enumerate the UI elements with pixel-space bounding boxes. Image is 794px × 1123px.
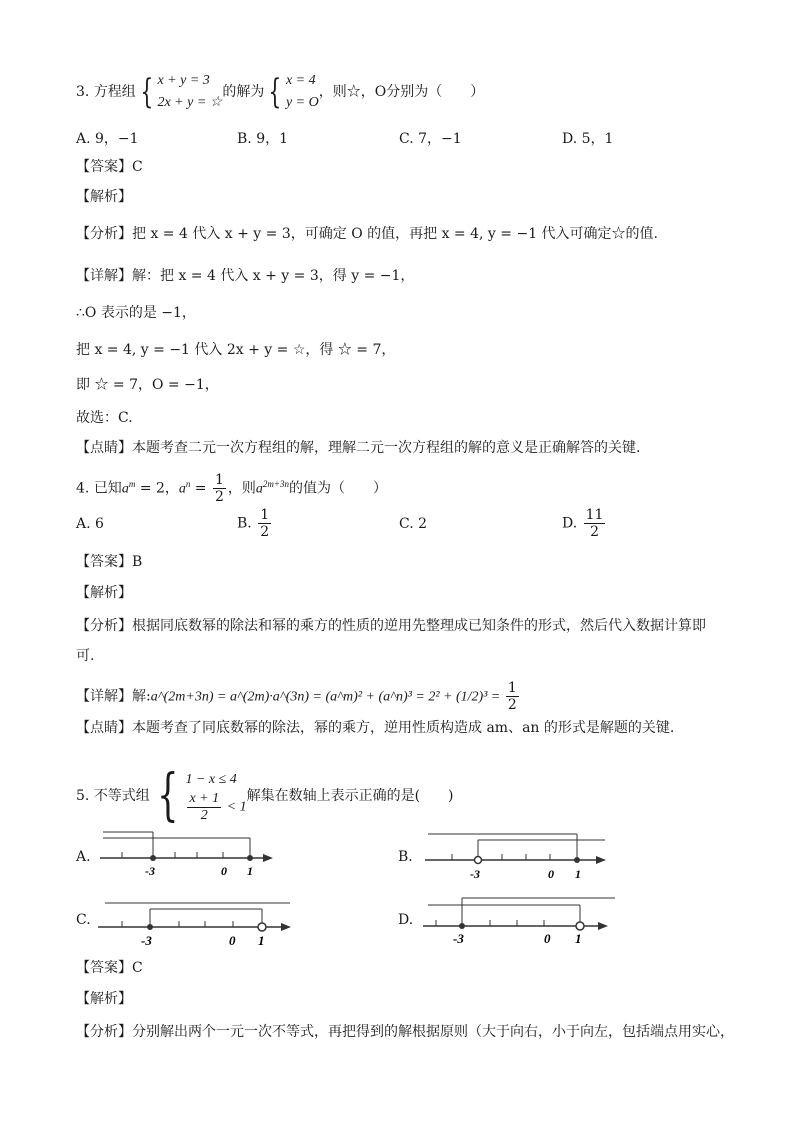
brace-icon: {	[140, 72, 154, 112]
q3-fenxi	[76, 224, 658, 244]
tick-label-0: 0	[544, 931, 551, 946]
q3-text-pre: 方程组	[93, 84, 136, 100]
q3-dianjing	[76, 438, 640, 458]
q4-text-pre: 已知	[93, 480, 122, 497]
q3-option-c[interactable]: C. 7，−1	[399, 131, 462, 147]
q4-exp: n	[185, 478, 191, 489]
q4-fraction	[213, 472, 226, 505]
q3-jiexi: 【解析】	[76, 189, 132, 205]
answer-label: 【答案】	[76, 159, 132, 175]
option-label: D.	[562, 515, 582, 532]
q4-text-post: 的值为（ ）	[289, 480, 387, 497]
dianjing-label: 【点睛】	[76, 440, 132, 456]
detail-label: 【详解】	[76, 688, 132, 705]
fenxi-text: 把 x = 4 代入 x + y = 3，可确定 O 的值，再把 x = 4, y = −1 代入可确定☆的值.	[132, 226, 658, 242]
q5-ineq2-fraction	[187, 791, 221, 824]
fenxi-label: 【分析】	[76, 1024, 132, 1040]
answer-label: 【答案】	[76, 554, 132, 570]
q5-stem	[76, 763, 454, 828]
question-number: 4.	[76, 480, 90, 497]
q3-text-mid: 的解为	[222, 84, 265, 100]
q3-option-d[interactable]: D. 5，1	[562, 131, 614, 147]
q5-option-d-number-line[interactable]	[420, 888, 620, 948]
frac-den: 2	[507, 697, 517, 713]
q4-base: a	[121, 481, 129, 497]
q5-option-c-number-line[interactable]	[95, 893, 300, 950]
q3-detail-4: 即 ☆ = 7，O = −1，	[76, 377, 219, 393]
q3-option-b[interactable]: B. 9，1	[237, 131, 289, 147]
tick-label-0: 0	[221, 864, 227, 878]
q5-system	[185, 769, 246, 824]
q4-stem	[76, 472, 387, 505]
q5-ineq1: 1 − x ≤ 4	[185, 771, 237, 787]
q4-fenxi-2: 可.	[76, 648, 95, 664]
q4-optb-fraction	[258, 507, 271, 540]
frac-num: 1	[507, 680, 517, 696]
q5-option-b-label[interactable]: B.	[398, 849, 413, 865]
answer-value: C	[132, 960, 143, 976]
tick-label-1: 1	[575, 931, 582, 946]
dianjing-text: 本题考查了同底数幂的除法，幂的乘方，逆用性质构造成 am、an 的形式是解题的关键.	[132, 720, 675, 736]
tick-label-neg3: -3	[141, 933, 152, 948]
q4-text-mid: ，则	[227, 480, 256, 497]
q4-detail	[76, 680, 521, 713]
q5-ineq2-rest: < 1	[223, 799, 247, 815]
frac-num: 1	[260, 507, 270, 523]
fenxi-label: 【分析】	[76, 226, 132, 242]
q5-text-post: 解集在数轴上表示正确的是( )	[246, 788, 454, 804]
q5-option-c-label[interactable]: C.	[76, 912, 91, 928]
q5-text-pre: 不等式组	[93, 788, 150, 804]
q4-base: a	[255, 481, 263, 497]
answer-value: C	[132, 159, 143, 175]
tick-label-0: 0	[229, 933, 236, 948]
q4-eq: =	[190, 480, 211, 497]
q4-exp: m	[128, 478, 136, 489]
q5-answer	[76, 958, 143, 978]
q4-fenxi-1	[76, 616, 706, 636]
q3-solution	[286, 70, 319, 114]
q4-jiexi: 【解析】	[76, 585, 132, 601]
fenxi-text: 分别解出两个一元一次不等式，再把得到的解根据原则（大于向右，小于向左，包括端点用实心，	[132, 1024, 734, 1040]
tick-label-1: 1	[247, 864, 253, 878]
frac-den: 2	[215, 489, 224, 505]
q3-eq2: 2x + y = ☆	[157, 95, 223, 110]
dianjing-label: 【点睛】	[76, 720, 132, 736]
detail-label: 【详解】	[76, 268, 132, 284]
detail-result-fraction	[506, 680, 519, 713]
q5-option-d-label[interactable]: D.	[398, 912, 414, 928]
q3-detail-3: 把 x = 4, y = −1 代入 2x + y = ☆，得 ☆ = 7，	[76, 342, 396, 358]
q4-option-c[interactable]: C. 2	[399, 516, 428, 532]
frac-num: 1	[215, 472, 224, 488]
q3-system	[157, 70, 222, 114]
q4-exp: 2m+3n	[262, 478, 289, 489]
dianjing-text: 本题考查二元一次方程组的解，理解二元一次方程组的解的意义是正确解答的关键.	[132, 440, 641, 456]
q3-answer	[76, 157, 143, 177]
frac-num: x + 1	[189, 790, 220, 806]
q3-sol1: x = 4	[285, 73, 316, 88]
detail-pre: 解:	[132, 688, 151, 705]
answer-label: 【答案】	[76, 960, 132, 976]
fenxi-label: 【分析】	[76, 618, 132, 634]
option-label: B.	[237, 515, 257, 532]
q5-jiexi: 【解析】	[76, 991, 132, 1007]
tick-label-1: 1	[258, 933, 265, 948]
q3-detail-2: ∴O 表示的是 −1，	[76, 305, 196, 321]
q3-detail-5: 故选：C.	[76, 410, 133, 426]
tick-label-0: 0	[548, 867, 554, 881]
q4-option-b[interactable]	[237, 507, 273, 540]
detail-expression: a^(2m+3n) = a^(2m)·a^(3n) = (a^m)² + (a^n)³ = 2² + (1/2)³ =	[150, 689, 504, 705]
q3-option-a[interactable]: A. 9，−1	[76, 131, 139, 147]
q5-option-a-number-line[interactable]	[95, 828, 285, 883]
q4-option-d[interactable]	[562, 507, 607, 540]
q4-dianjing	[76, 718, 674, 738]
tick-label-neg3: -3	[470, 867, 480, 881]
q5-fenxi	[76, 1022, 734, 1042]
q5-option-a-label[interactable]: A.	[76, 849, 91, 865]
tick-label-neg3: -3	[145, 864, 155, 878]
tick-label-neg3: -3	[453, 931, 464, 946]
tick-label-1: 1	[575, 867, 581, 881]
frac-den: 2	[200, 807, 208, 823]
frac-den: 2	[590, 524, 600, 540]
detail-text: 解：把 x = 4 代入 x + y = 3，得 y = −1，	[132, 268, 415, 284]
q3-stem	[76, 70, 484, 114]
frac-num: 11	[585, 507, 604, 523]
q3-detail-1	[76, 266, 414, 286]
q4-option-a[interactable]: A. 6	[76, 516, 104, 532]
q3-sol2: y = O	[285, 95, 319, 110]
q4-optd-fraction	[584, 507, 606, 540]
fenxi-text: 根据同底数幂的除法和幂的乘方的性质的逆用先整理成已知条件的形式，然后代入数据计算即	[132, 618, 706, 634]
frac-den: 2	[260, 524, 270, 540]
question-number: 3.	[76, 84, 90, 100]
q5-option-b-number-line[interactable]	[420, 828, 615, 883]
q4-cond1-value: = 2，	[135, 480, 179, 497]
q4-answer	[76, 552, 142, 572]
q4-base: a	[178, 481, 186, 497]
brace-icon: {	[156, 763, 179, 828]
q3-text-post: ，则☆，O分别为（ ）	[318, 84, 485, 100]
question-number: 5.	[76, 788, 90, 804]
q3-eq1: x + y = 3	[157, 73, 210, 88]
brace-icon: {	[268, 72, 282, 112]
answer-value: B	[132, 554, 143, 570]
